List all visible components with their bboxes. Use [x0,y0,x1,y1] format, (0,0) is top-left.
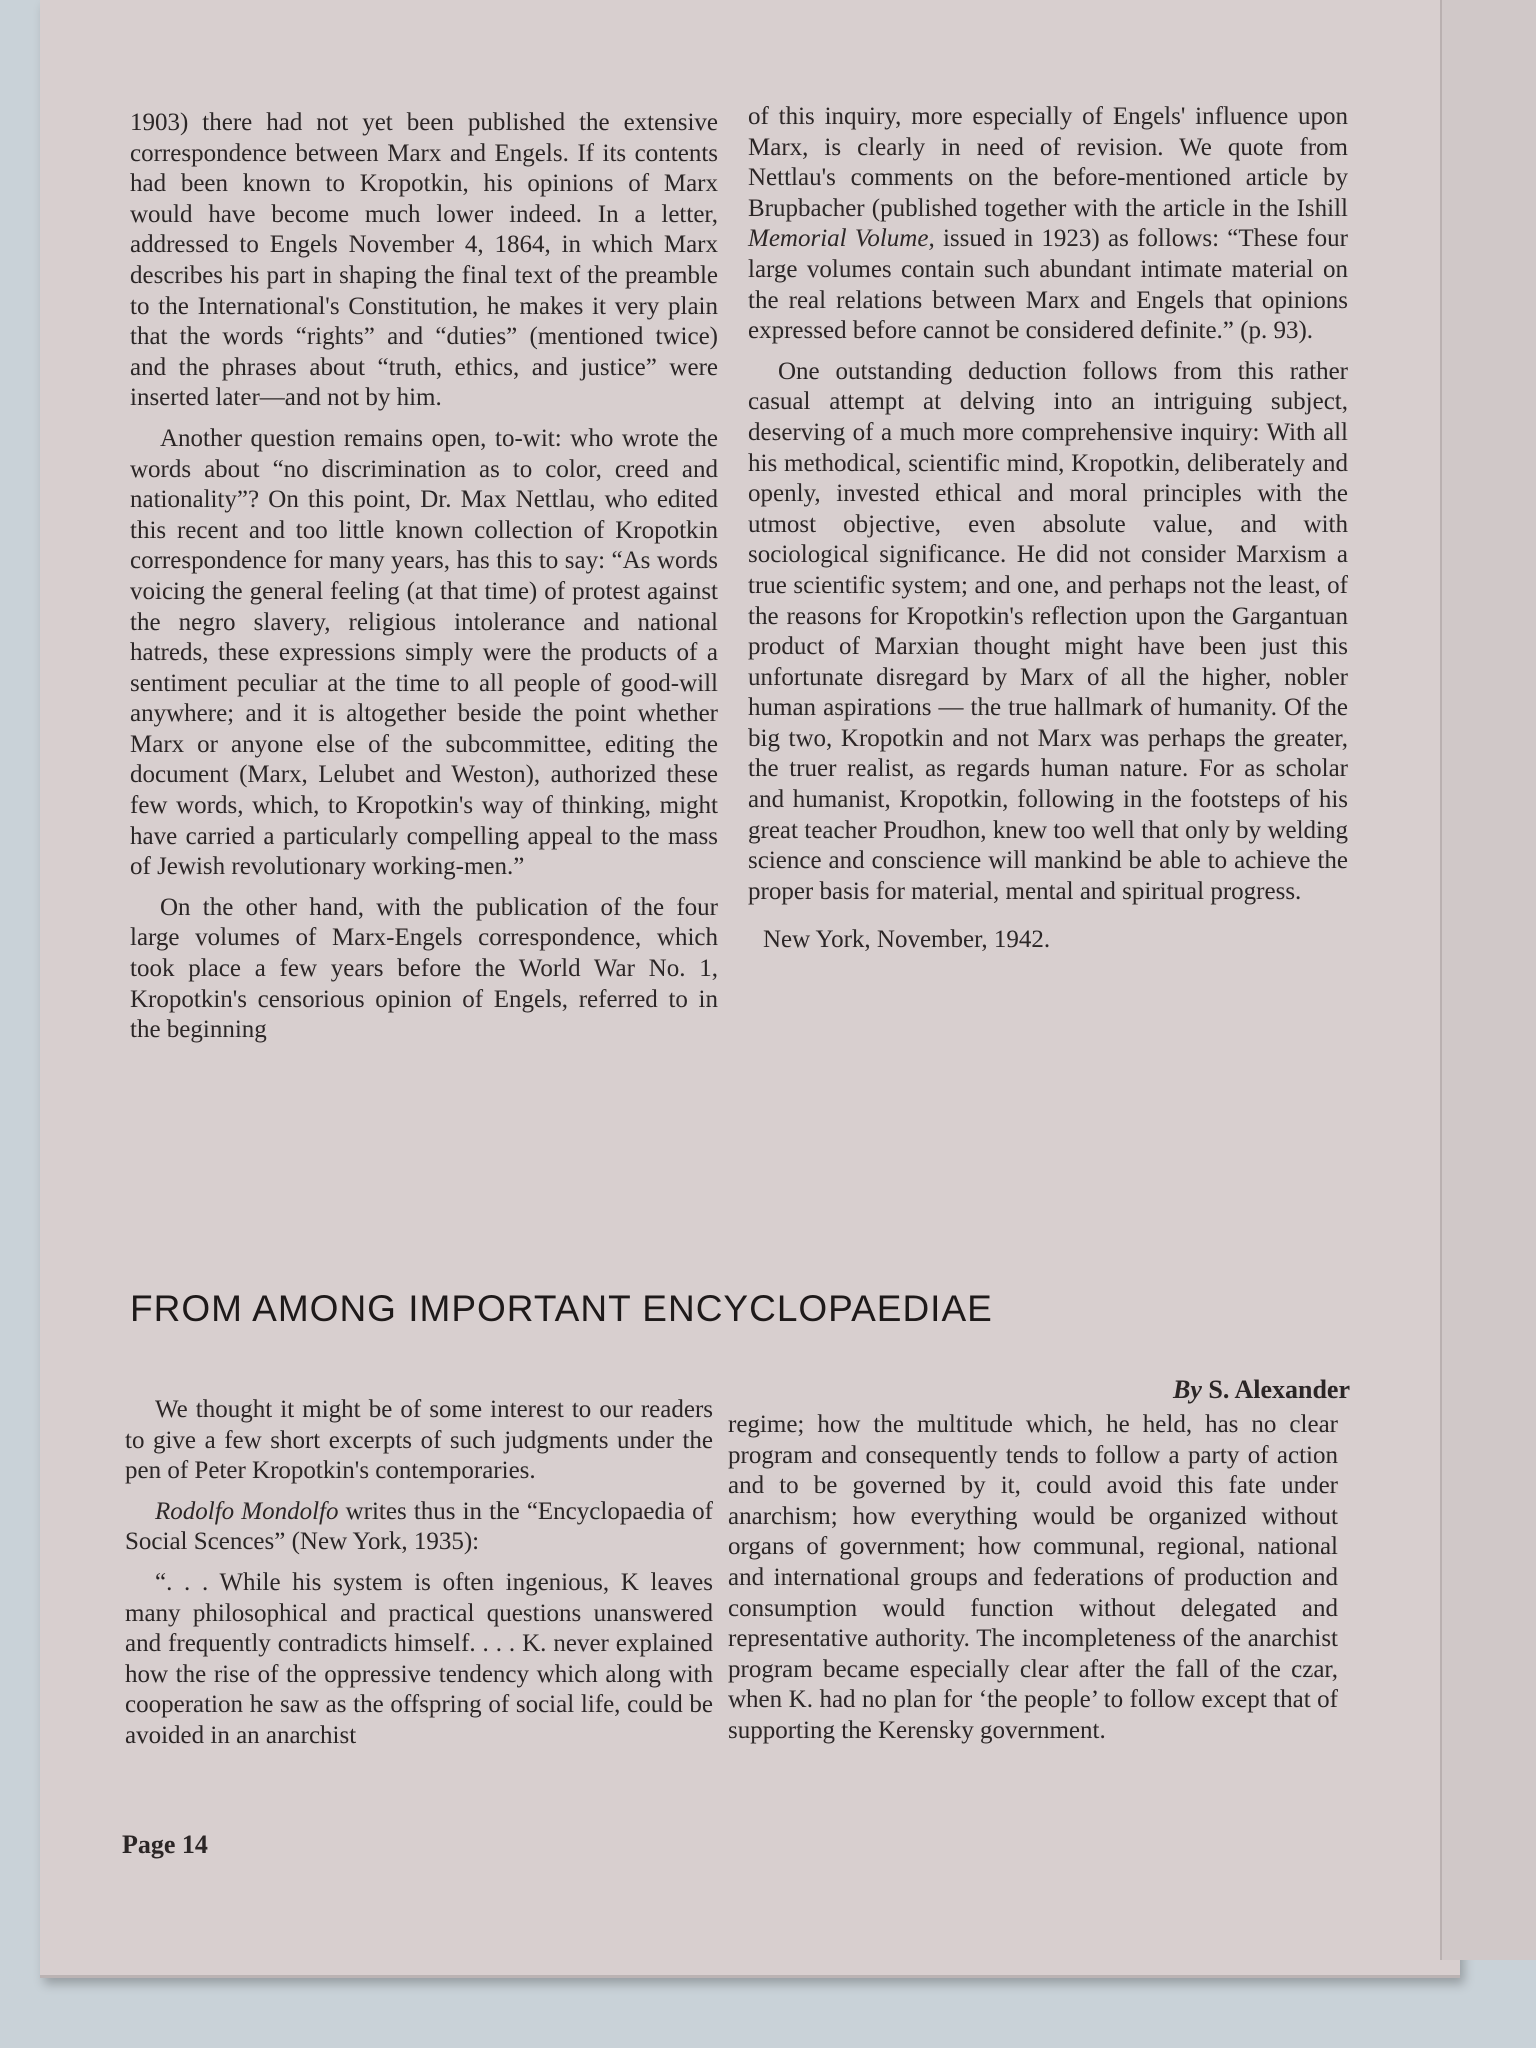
section-heading: FROM AMONG IMPORTANT ENCYCLOPAEDIAE [130,1288,993,1329]
paragraph [748,102,1348,347]
quote-paragraph: “. . . While his system is often ingenious, K leaves many philosophical and practical questions unanswered and frequently contradicts himself. . . . K. never explained how the rise of the oppressive tendency which along with cooperation he saw as the offspring of social life, could be avoided in an anarchist [125,1568,713,1749]
paragraph [125,1497,713,1558]
paragraph-text: issued in 1923) as follows: “These four large volumes contain such abundant intimate material on the real relations between Marx and Engels that opinions expressed before cannot be considered definite.” (p. 93). [748,225,1348,345]
byline [1050,1375,1350,1405]
paragraph-text: of this inquiry, more especially of Engels' influence upon Marx, is clearly in need of revision. We quote from Nettlau's comments on the before-mentioned article by Brupbacher (published together with the article in the Ishill [748,103,1348,222]
byline-by: By [1173,1375,1202,1404]
byline-author: S. Alexander [1201,1375,1350,1404]
dateline: New York, November, 1942. [763,926,1051,954]
paragraph: We thought it might be of some interest to our readers to give a few short excerpts of such judgments under the pen of Peter Kropotkin's contemporaries. [125,1396,713,1485]
paragraph-text: writes thus in the “Encyclopaedia of Social Scences” (New York, 1935): [125,1497,713,1556]
book-title: Memorial Volume, [748,225,935,253]
author-name: Rodolfo Mondolfo [155,1497,339,1525]
article-column-4 [728,1410,1338,1757]
page-number: Page 14 [122,1830,208,1859]
paragraph: Another question remains open, to-wit: who wrote the words about “no discrimination as to color, creed and nationality”? On this point, Dr. Max Nettlau, who edited this recent and too little known collection of Kropotkin correspondence for many years, has this to say: “As words voicing the general feeling (at that time) of protest against the negro slavery, religious intolerance and national hatreds, these expressions simply were the products of a sentiment peculiar at the time to all people of good-will anywhere; and it is altogether beside the point whether Marx or anyone else of the subcommittee, editing the document (Marx, Lelubet and Weston), authorized these few words, which, to Kropotkin's way of thinking, might have carried a particularly compelling appeal to the mass of Jewish revolutionary working-men.” [130,424,718,881]
paragraph: On the other hand, with the publication of the four large volumes of Marx-Engels correspondence, which took place a few years before the World War No. 1, Kropotkin's censorious opinion of Engels, referred to in the beginning [130,893,718,1044]
facing-page-edge [1440,0,1536,1960]
paragraph: One outstanding deduction follows from this rather casual attempt at delving into an intriguing subject, deserving of a much more comprehensive inquiry: With all his methodical, scientific mind, Kropotkin, deliberately and openly, invested ethical and moral principles with the utmost objective, even absolute value, and with sociological significance. He did not consider Marxism a true scientific system; and one, and perhaps not the least, of the reasons for Kropotkin's reflection upon the Gargantuan product of Marxian thought might have been just this unfortunate disregard by Marx of all the higher, nobler human aspirations — the true hallmark of humanity. Of the big two, Kropotkin and not Marx was perhaps the greater, the truer realist, as regards human nature. For as scholar and humanist, Kropotkin, following in the footsteps of his great teacher Proudhon, knew too well that only by welding science and conscience will mankind be able to achieve the proper basis for material, mental and spiritual progress. [748,357,1348,905]
article-column-2 [748,102,1348,966]
article-column-1 [130,108,718,1056]
paragraph: regime; how the multitude which, he held, has no clear program and consequently tends to follow a party of action and to be governed by it, could avoid this fate under anarchism; how everything would be organized without organs of government; how communal, regional, national and international groups and federations of production and consumption would function without delegated and representative authority. The incompleteness of the anarchist program became especially clear after the fall of the czar, when K. had no plan for ‘the people’ to follow except that of supporting the Kerensky government. [728,1411,1338,1744]
article-column-3 [125,1395,713,1762]
paragraph: 1903) there had not yet been published the extensive correspondence between Marx and Engels. If its contents had been known to Kropotkin, his opinions of Marx would have become much lower indeed. In a letter, addressed to Engels November 4, 1864, in which Marx describes his part in shaping the final text of the preamble to the International's Constitution, he makes it very plain that the words “rights” and “duties” (mentioned twice) and the phrases about “truth, ethics, and justice” were inserted later—and not by him. [130,109,718,412]
